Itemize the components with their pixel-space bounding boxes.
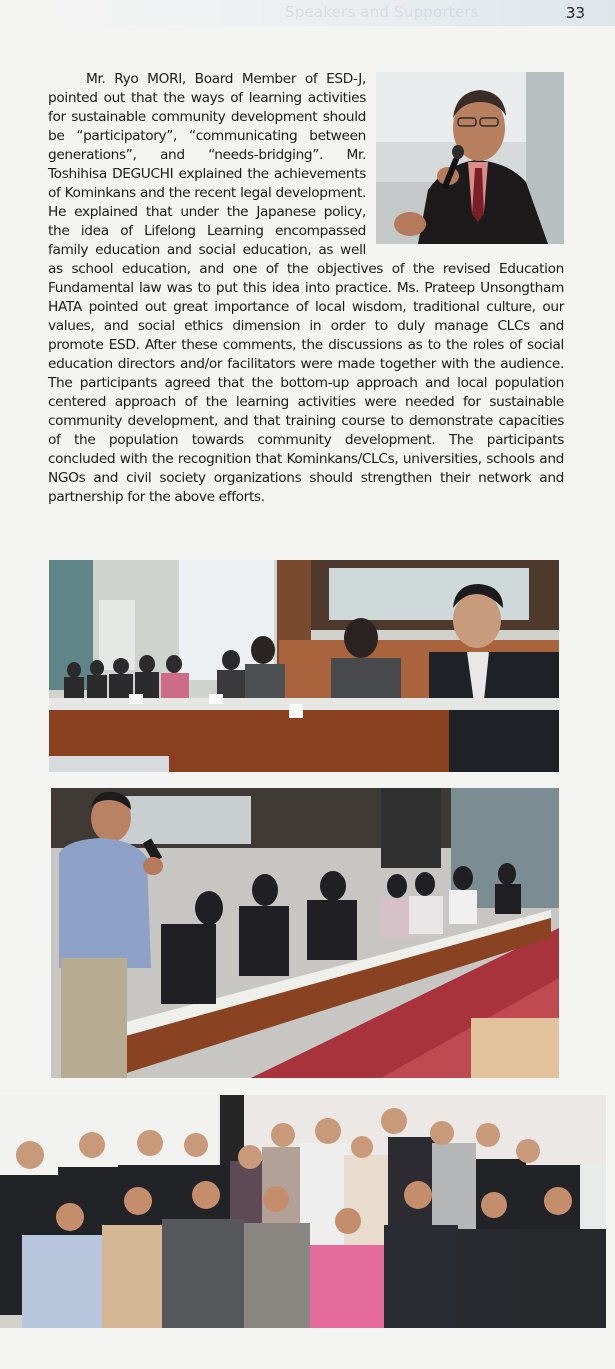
article-text: Mr. Ryo MORI, Board Member of ESD-J, pointed out that the ways of learning activities for sustainable community development should be “participatory”, “communicating between generations”, and “needs-bridging”. Mr. Toshihisa DEGUCHI explained the achievements of Kominkans and the recent legal development. He explained that under the Japanese policy, the idea of Lifelong Learning encompassed family education and social education, as well as school education, and one of the objectives of the revised Education Fundamental law was to put this idea into practice. Ms. Prateep Unsongtham HATA pointed out great importance of local wisdom, traditional culture, our values, and social ethics dimension in order to duly manage CLCs and promote ESD. After these comments, the discussions as to the roles of social education directors and/or facilitators were made together with the audience. The participants agreed that the bottom-up approach and local population centered approach of the learning activities were needed for sustainable community development, and that training course to demonstrate capacities of the population towards community development. The participants concluded with the recognition that Kominkans/CLCs, universities, schools and NGOs and civil society organizations should strengthen their network and partnership for the above efforts. <box>48 71 564 505</box>
speaker-photo <box>376 72 564 244</box>
panel-discussion-photo <box>49 560 559 772</box>
page-number: 33 <box>565 4 585 22</box>
group-photo <box>0 1095 606 1328</box>
section-label: Speakers and Supporters <box>285 3 479 21</box>
audience-question-photo <box>51 788 559 1078</box>
article-body <box>48 70 564 507</box>
